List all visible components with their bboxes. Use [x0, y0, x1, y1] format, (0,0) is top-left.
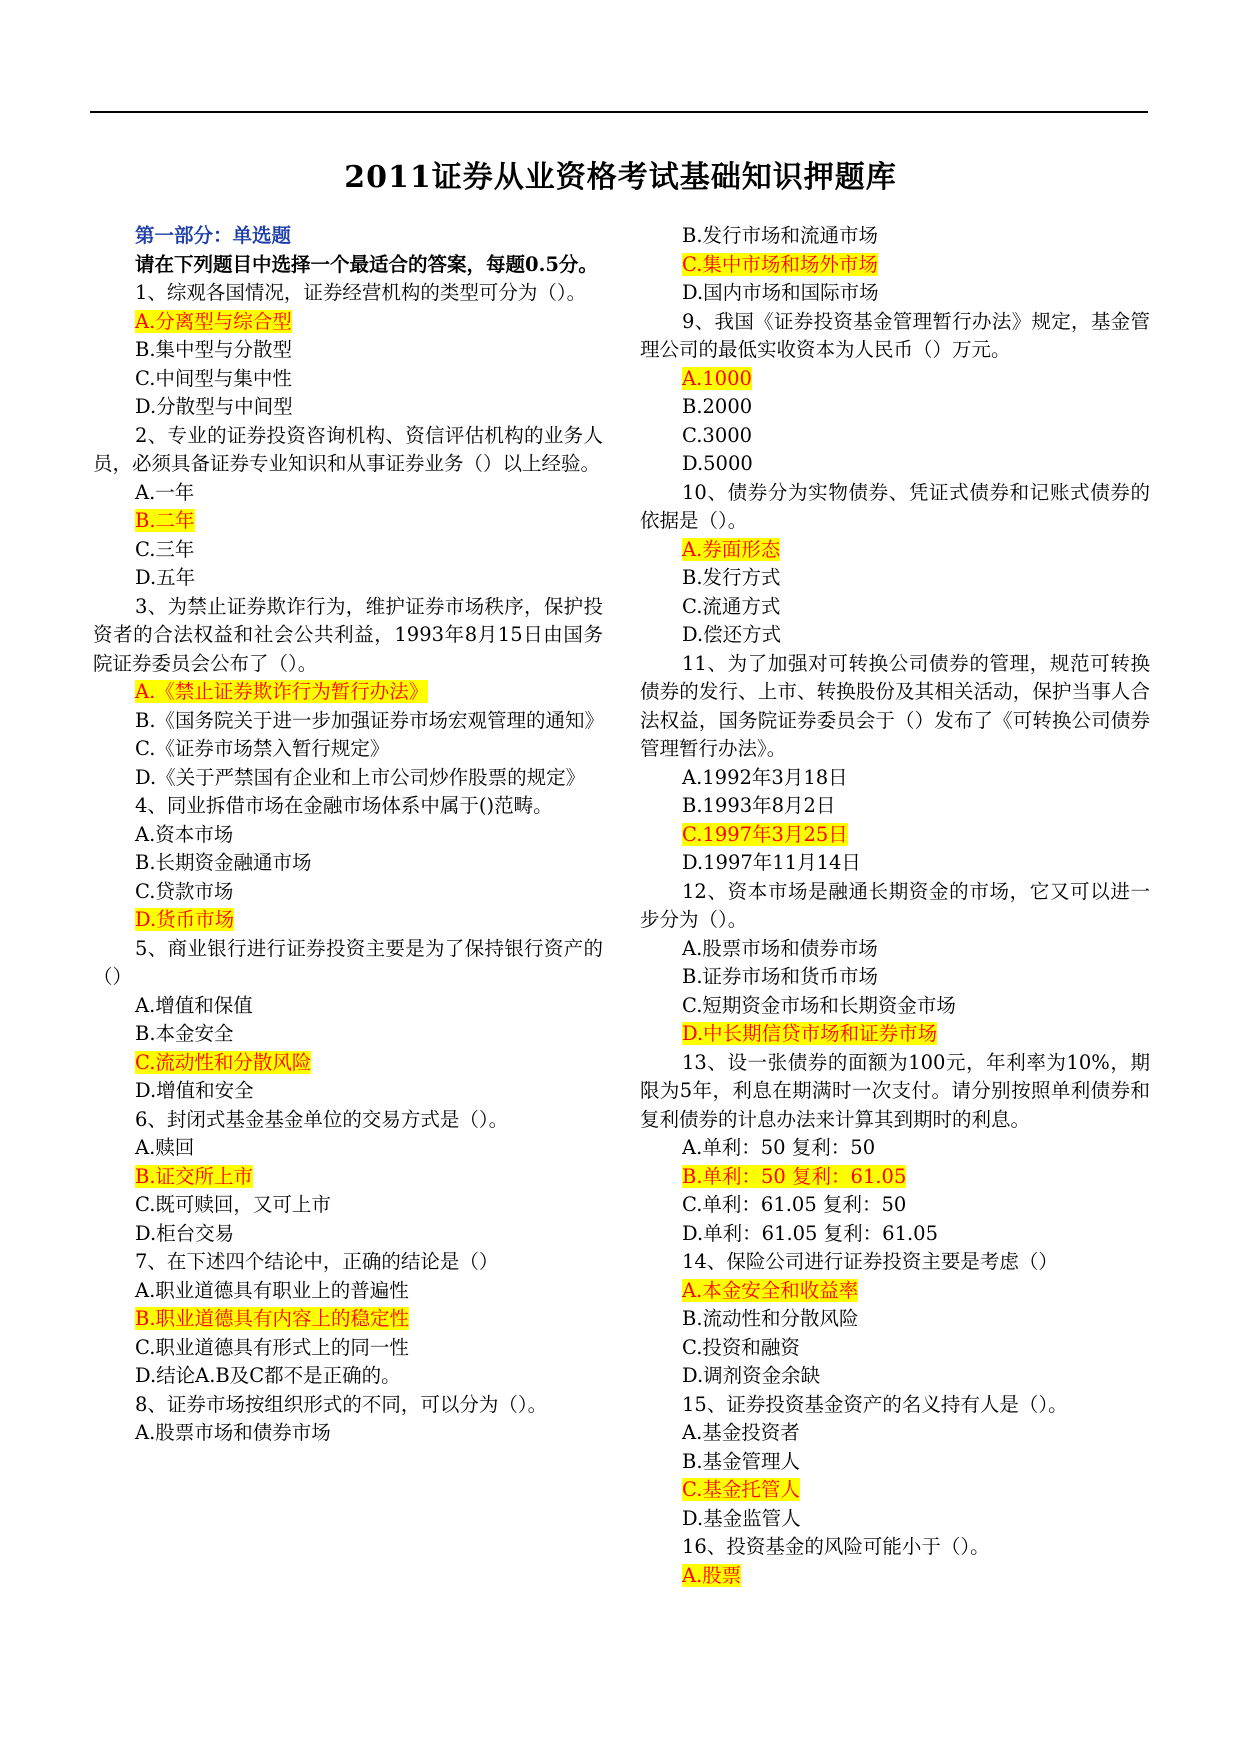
option-text: D.五年	[135, 566, 196, 589]
question-text: 4、同业拆借市场在金融市场体系中属于()范畴。	[135, 794, 553, 817]
answer-option	[93, 1220, 603, 1249]
correct-answer-highlight: C.基金托管人	[682, 1478, 800, 1501]
question-text: 8、证券市场按组织形式的不同，可以分为（）。	[135, 1392, 548, 1416]
answer-option	[93, 308, 603, 337]
option-text: B.证券市场和货币市场	[682, 965, 879, 988]
answer-option	[640, 992, 1150, 1021]
answer-option	[93, 735, 603, 764]
answer-option	[93, 849, 603, 878]
option-text: B.发行方式	[682, 566, 781, 589]
answer-option	[640, 1334, 1150, 1363]
option-text: A.一年	[135, 480, 195, 504]
answer-option	[640, 821, 1150, 850]
correct-answer-highlight: A.1000	[682, 366, 752, 390]
answer-option	[93, 1362, 603, 1391]
answer-option	[93, 1191, 603, 1220]
answer-option	[93, 479, 603, 508]
answer-option	[640, 1134, 1150, 1163]
left-column	[93, 222, 603, 1448]
option-text: A.增值和保值	[135, 993, 253, 1017]
answer-option	[640, 1220, 1150, 1249]
answer-option	[640, 1562, 1150, 1591]
option-text: C.短期资金市场和长期资金市场	[682, 993, 956, 1017]
answer-option	[640, 792, 1150, 821]
correct-answer-highlight: A.《禁止证券欺诈行为暂行办法》	[135, 680, 429, 703]
option-text: D.国内市场和国际市场	[682, 281, 879, 304]
option-text: D.基金监管人	[682, 1506, 801, 1530]
header-rule	[90, 111, 1148, 113]
answer-option	[640, 450, 1150, 479]
answer-option	[93, 1163, 603, 1192]
option-text: B.《国务院关于进一步加强证券市场宏观管理的通知》	[135, 708, 605, 732]
answer-option	[93, 821, 603, 850]
option-text: D.《关于严禁国有企业和上市公司炒作股票的规定》	[135, 765, 586, 789]
option-text: D.增值和安全	[135, 1079, 254, 1102]
answer-option	[93, 1277, 603, 1306]
option-text: A.股票市场和债券市场	[682, 936, 878, 960]
answer-option	[640, 393, 1150, 422]
question-text: 10、债券分为实物债券、凭证式债券和记账式债券的依据是（）。	[640, 480, 1150, 532]
option-text: D.分散型与中间型	[135, 395, 293, 418]
answer-option	[93, 1020, 603, 1049]
correct-answer-highlight: D.中长期信贷市场和证券市场	[682, 1022, 938, 1045]
answer-option	[640, 935, 1150, 964]
correct-answer-highlight: A.分离型与综合型	[135, 309, 292, 333]
option-text: B.2000	[682, 395, 753, 418]
question-text: 15、证券投资基金资产的名义持有人是（）。	[682, 1392, 1068, 1416]
answer-option	[93, 1305, 603, 1334]
answer-option	[93, 906, 603, 935]
answer-option	[640, 1020, 1150, 1049]
answer-option	[93, 878, 603, 907]
question-text: 6、封闭式基金基金单位的交易方式是（）。	[135, 1107, 509, 1131]
answer-option	[93, 1334, 603, 1363]
answer-option	[640, 365, 1150, 394]
option-text: B.流动性和分散风险	[682, 1307, 859, 1330]
correct-answer-highlight: C.1997年3月25日	[682, 822, 848, 846]
answer-option	[93, 1419, 603, 1448]
option-text: C.3000	[682, 423, 753, 447]
right-column	[640, 222, 1150, 1590]
answer-option	[93, 678, 603, 707]
option-text: A.职业道德具有职业上的普遍性	[135, 1278, 409, 1302]
answer-option	[640, 536, 1150, 565]
option-text: B.发行市场和流通市场	[682, 224, 879, 247]
option-text: A.赎回	[135, 1136, 195, 1159]
option-text: D.5000	[682, 452, 753, 475]
answer-option	[640, 1505, 1150, 1534]
option-text: D.柜台交易	[135, 1221, 235, 1245]
answer-option	[640, 1191, 1150, 1220]
question-text: 16、投资基金的风险可能小于（）。	[682, 1535, 990, 1558]
option-text: C.单利：61.05 复利：50	[682, 1193, 907, 1216]
answer-option	[93, 564, 603, 593]
option-text: B.集中型与分散型	[135, 338, 293, 361]
answer-option	[93, 1077, 603, 1106]
correct-answer-highlight: C.集中市场和场外市场	[682, 252, 878, 276]
answer-option	[640, 1476, 1150, 1505]
left-question-list	[93, 279, 603, 1448]
option-text: C.三年	[135, 537, 195, 561]
answer-option	[640, 1362, 1150, 1391]
answer-option	[640, 1305, 1150, 1334]
answer-option	[640, 1163, 1150, 1192]
answer-option	[93, 336, 603, 365]
answer-option	[640, 849, 1150, 878]
answer-option	[640, 621, 1150, 650]
option-text: C.贷款市场	[135, 879, 234, 903]
option-text: C.中间型与集中性	[135, 366, 292, 390]
question-text: 13、设一张债券的面额为100元，年利率为10%，期限为5年，利息在期满时一次支付。请分别按照单利债券和复利债券的计息办法来计算其到期时的利息。	[640, 1050, 1150, 1131]
question-text: 3、为禁止证券欺诈行为，维护证券市场秩序，保护投资者的合法权益和社会公共利益，1993年8月15日由国务院证券委员会公布了（）。	[93, 594, 603, 675]
answer-option	[93, 393, 603, 422]
option-text: C.既可赎回，又可上市	[135, 1193, 331, 1216]
option-text: D.偿还方式	[682, 623, 782, 646]
answer-option	[640, 422, 1150, 451]
answer-option	[640, 222, 1150, 251]
question-text: 9、我国《证券投资基金管理暂行办法》规定，基金管理公司的最低实收资本为人民币（）万元。	[640, 309, 1150, 361]
answer-option	[93, 507, 603, 536]
correct-answer-highlight: A.股票	[682, 1563, 742, 1587]
answer-option	[640, 764, 1150, 793]
question-text: 7、在下述四个结论中，正确的结论是（）	[135, 1250, 499, 1273]
answer-option	[93, 1134, 603, 1163]
answer-option	[640, 1419, 1150, 1448]
answer-option	[93, 707, 603, 736]
answer-option	[93, 764, 603, 793]
option-text: D.1997年11月14日	[682, 851, 861, 874]
correct-answer-highlight: B.二年	[135, 509, 195, 532]
option-text: A.股票市场和债券市场	[135, 1421, 331, 1444]
option-text: C.职业道德具有形式上的同一性	[135, 1335, 409, 1359]
question-text: 14、保险公司进行证券投资主要是考虑（）	[682, 1250, 1058, 1273]
option-text: C.流通方式	[682, 594, 781, 618]
option-text: B.1993年8月2日	[682, 794, 836, 817]
question-text: 1、综观各国情况，证券经营机构的类型可分为（）。	[135, 281, 587, 304]
question-8-continued-options	[640, 222, 1150, 308]
option-text: A.单利：50 复利：50	[682, 1136, 876, 1159]
option-text: A.资本市场	[135, 822, 234, 846]
question-text: 12、资本市场是融通长期资金的市场，它又可以进一步分为（）。	[640, 879, 1150, 931]
answer-option	[640, 593, 1150, 622]
correct-answer-highlight: B.证交所上市	[135, 1164, 254, 1188]
answer-option	[93, 1049, 603, 1078]
correct-answer-highlight: B.单利：50 复利：61.05	[682, 1164, 907, 1188]
option-text: C.投资和融资	[682, 1335, 800, 1359]
option-text: C.《证券市场禁入暂行规定》	[135, 737, 390, 760]
answer-option	[640, 279, 1150, 308]
option-text: A.基金投资者	[682, 1421, 800, 1444]
question-text: 11、为了加强对可转换公司债券的管理，规范可转换债券的发行、上市、转换股份及其相关活动，保护当事人合法权益，国务院证券委员会于（）发布了《可转换公司债券管理暂行办法》。	[640, 651, 1150, 760]
answer-option	[640, 963, 1150, 992]
right-question-list	[640, 308, 1150, 1591]
answer-option	[93, 536, 603, 565]
option-text: D.单利：61.05 复利：61.05	[682, 1221, 938, 1245]
answer-option	[640, 564, 1150, 593]
answer-option	[640, 251, 1150, 280]
option-text: D.结论A.B及C都不是正确的。	[135, 1364, 401, 1387]
correct-answer-highlight: D.货币市场	[135, 908, 235, 931]
answer-option	[93, 365, 603, 394]
answer-option	[93, 992, 603, 1021]
instruction-text: 请在下列题目中选择一个最适合的答案，每题0.5分。	[135, 252, 598, 276]
option-text: B.基金管理人	[682, 1449, 801, 1473]
option-text: D.调剂资金余缺	[682, 1364, 821, 1387]
correct-answer-highlight: A.本金安全和收益率	[682, 1278, 859, 1302]
answer-option	[640, 1448, 1150, 1477]
correct-answer-highlight: A.券面形态	[682, 537, 781, 561]
correct-answer-highlight: C.流动性和分散风险	[135, 1050, 312, 1074]
option-text: A.1992年3月18日	[682, 765, 848, 789]
question-text: 2、专业的证券投资咨询机构、资信评估机构的业务人员，必须具备证券专业知识和从事证券业务（）以上经验。	[93, 423, 603, 475]
option-text: B.本金安全	[135, 1022, 234, 1045]
option-text: B.长期资金融通市场	[135, 851, 312, 874]
answer-option	[640, 1277, 1150, 1306]
section-heading: 第一部分：单选题	[135, 224, 292, 247]
document-title: 2011证券从业资格考试基础知识押题库	[344, 160, 897, 195]
question-text: 5、商业银行进行证券投资主要是为了保持银行资产的（）	[93, 936, 603, 988]
correct-answer-highlight: B.职业道德具有内容上的稳定性	[135, 1307, 410, 1330]
